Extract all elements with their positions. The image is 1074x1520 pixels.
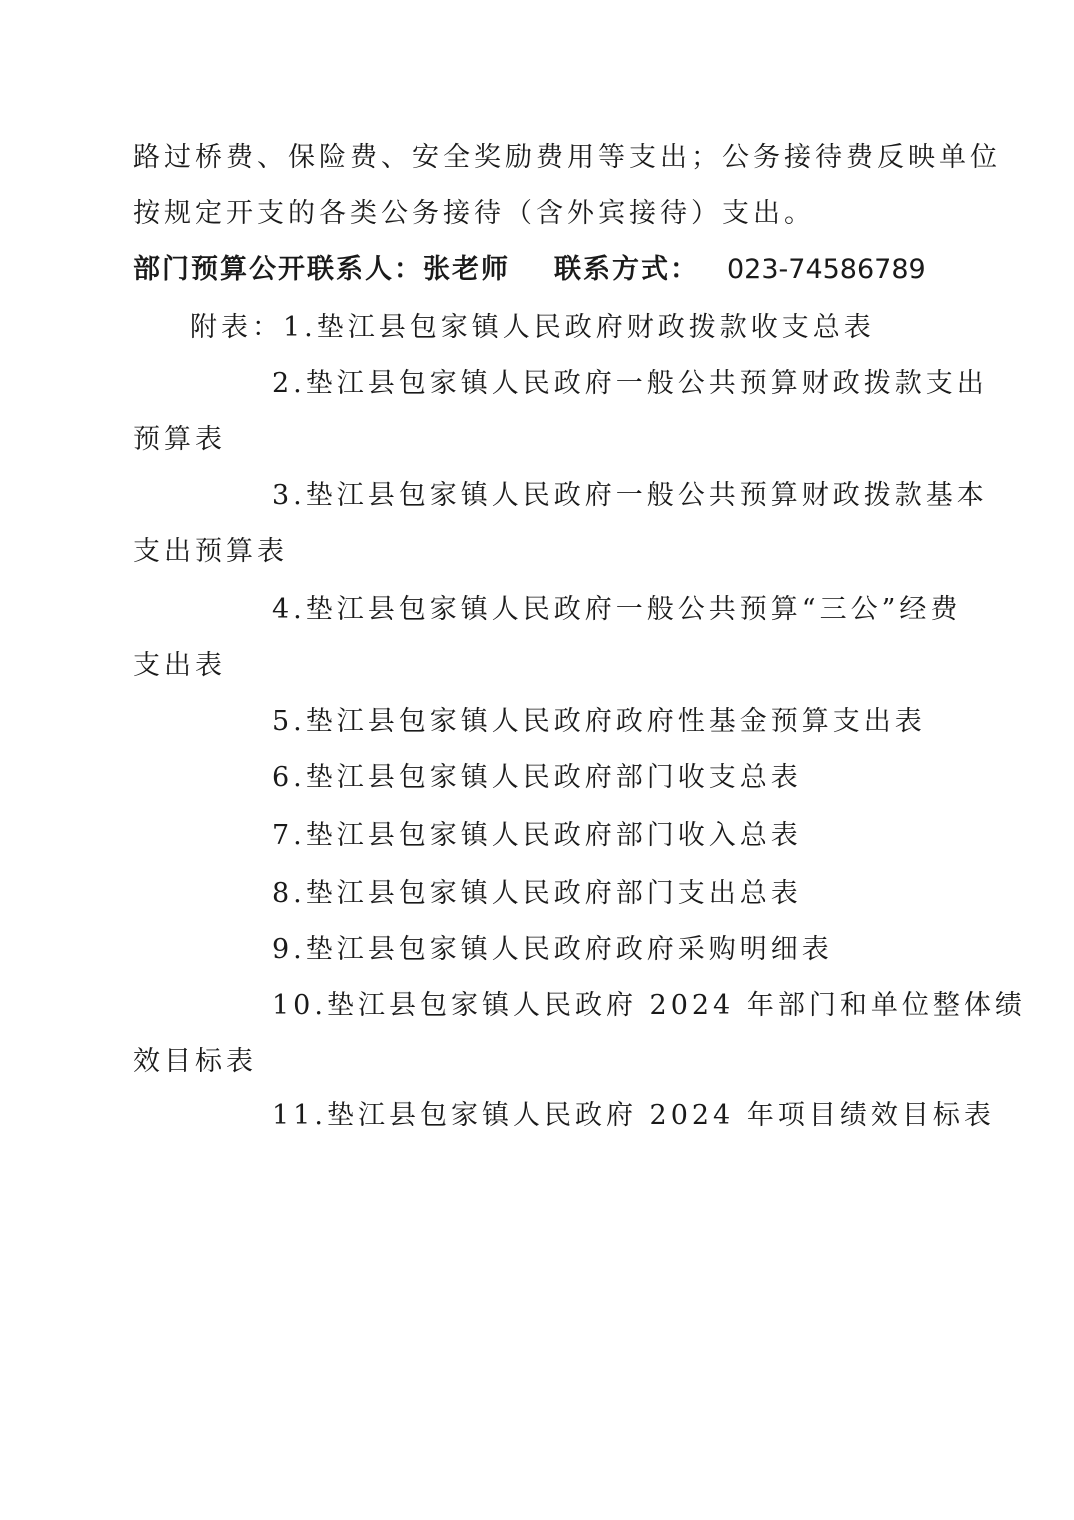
body-paragraph-line-1: 路过桥费、保险费、安全奖励费用等支出；公务接待费反映单位 xyxy=(133,142,1001,173)
attachment-item-10-line-1: 10.垫江县包家镇人民政府 2024 年部门和单位整体绩 xyxy=(272,990,1026,1021)
contact-phone: 023-74586789 xyxy=(727,254,926,285)
contact-person: 部门预算公开联系人：张老师 xyxy=(133,254,510,285)
attachment-item-6: 6.垫江县包家镇人民政府部门收支总表 xyxy=(272,762,802,793)
attachment-item-8: 8.垫江县包家镇人民政府部门支出总表 xyxy=(272,878,802,909)
attachment-item-2-line-1: 2.垫江县包家镇人民政府一般公共预算财政拨款支出 xyxy=(272,368,988,399)
body-paragraph-line-2: 按规定开支的各类公务接待（含外宾接待）支出。 xyxy=(133,198,815,229)
attachment-heading: 附表：1.垫江县包家镇人民政府财政拨款收支总表 xyxy=(190,312,875,343)
attachment-item-4-line-2: 支出表 xyxy=(133,650,226,681)
attachment-item-2-line-2: 预算表 xyxy=(133,424,226,455)
attachment-item-10-line-2: 效目标表 xyxy=(133,1046,257,1077)
contact-line xyxy=(133,252,926,288)
attachment-item-3-line-2: 支出预算表 xyxy=(133,536,288,567)
attachment-item-11: 11.垫江县包家镇人民政府 2024 年项目绩效目标表 xyxy=(272,1100,995,1131)
attachment-item-9: 9.垫江县包家镇人民政府政府采购明细表 xyxy=(272,934,833,965)
attachment-item-7: 7.垫江县包家镇人民政府部门收入总表 xyxy=(272,820,802,851)
contact-method-label: 联系方式： xyxy=(554,254,699,285)
attachment-item-5: 5.垫江县包家镇人民政府政府性基金预算支出表 xyxy=(272,706,926,737)
attachment-item-4-line-1: 4.垫江县包家镇人民政府一般公共预算“三公”经费 xyxy=(272,594,962,625)
attachment-item-3-line-1: 3.垫江县包家镇人民政府一般公共预算财政拨款基本 xyxy=(272,480,988,511)
